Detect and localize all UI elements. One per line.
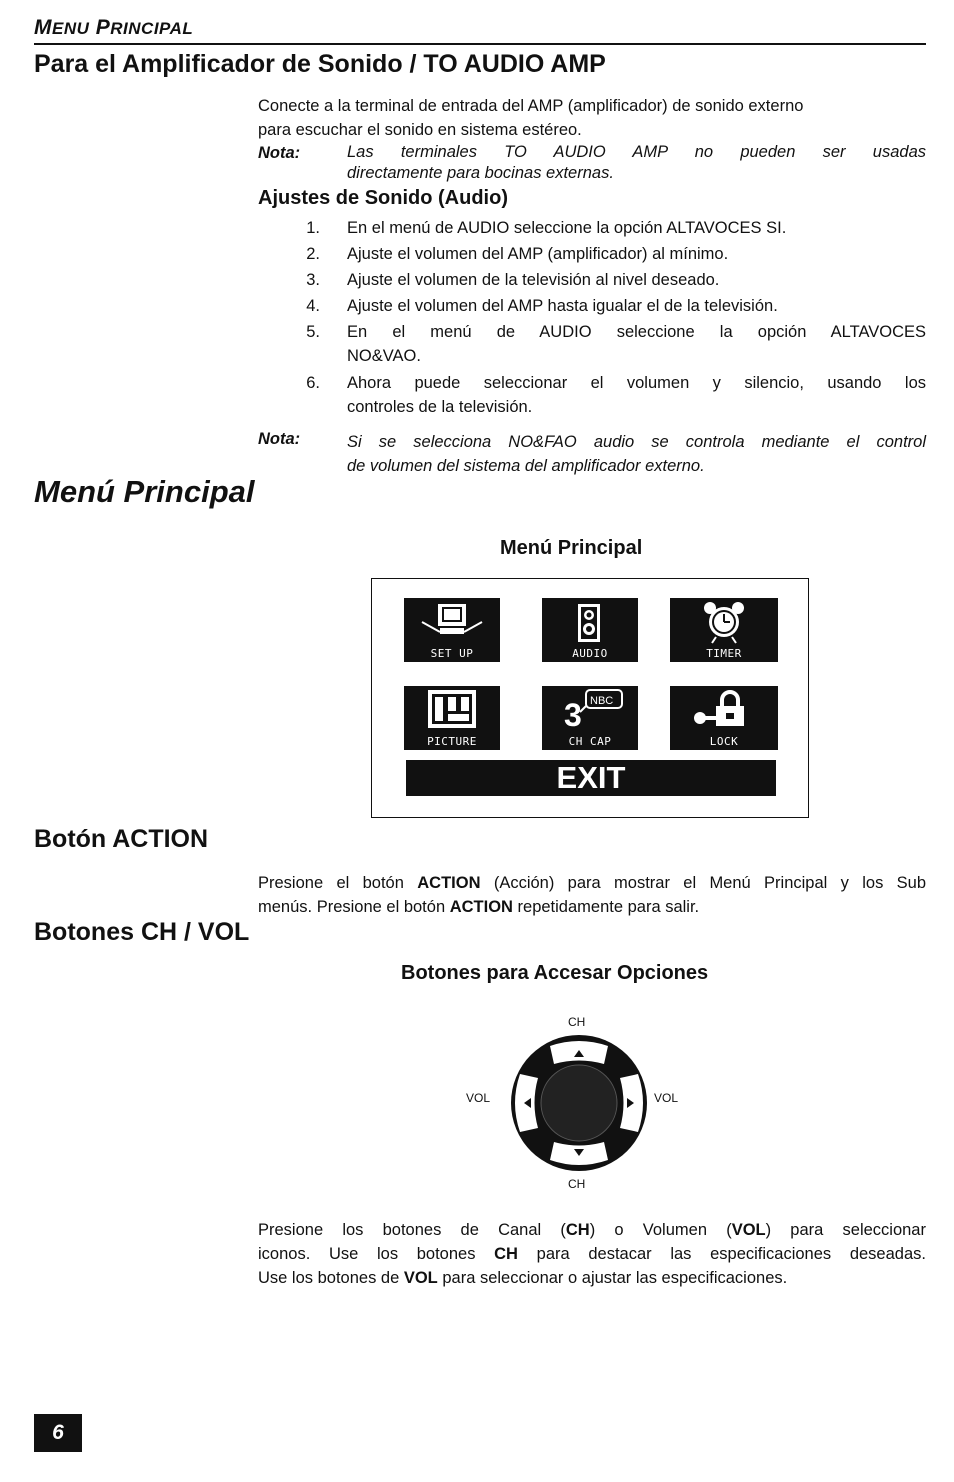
action-line-1-c: (Acción) para mostrar el Menú Principal y los Sub (480, 874, 927, 892)
ch-vol-line-1-c: ) o Volumen ( (589, 1221, 732, 1239)
lock-key-icon (670, 686, 778, 736)
direction-pad (506, 1032, 652, 1174)
channel-caption-icon (542, 686, 638, 736)
svg-text:3: 3 (564, 697, 582, 733)
exit-button[interactable]: EXIT (406, 760, 776, 796)
ch-vol-line-3-b: VOL (403, 1269, 438, 1287)
amp-nota-line-1: Las terminales TO AUDIO AMP no pueden ser usadas (347, 143, 926, 161)
ch-vol-line-2-b: CH (494, 1245, 518, 1263)
audio-nota-label: Nota: (258, 430, 301, 448)
action-paragraph (258, 871, 926, 919)
main-menu-title: Menú Principal (34, 474, 255, 509)
amp-paragraph-line-1: Conecte a la terminal de entrada del AMP (amplificador) de sonido externo (258, 97, 804, 115)
ch-vol-caption: Botones para Accesar Opciones (401, 962, 709, 984)
ch-vol-line-3-c: para seleccionar o ajustar las especificaciones. (437, 1269, 788, 1287)
audio-tile[interactable] (542, 598, 638, 662)
amp-nota-label: Nota: (258, 144, 301, 162)
pad-label-top: CH (568, 1015, 586, 1029)
list-item-number: 4. (306, 297, 320, 315)
list-item-text-cont: NO&VAO. (347, 347, 421, 365)
ch-vol-paragraph (258, 1218, 926, 1290)
list-item (296, 268, 926, 292)
list-item-number: 3. (306, 271, 320, 289)
ch-vol-line-3 (258, 1266, 926, 1290)
list-item (296, 216, 926, 240)
lock-label: LOCK (709, 735, 739, 748)
list-item (296, 242, 926, 266)
alarm-clock-icon (670, 598, 778, 648)
list-item-number: 1. (306, 219, 320, 237)
picture-icon (404, 686, 500, 736)
amp-section-title: Para el Amplificador de Sonido / TO AUDIO AMP (34, 50, 606, 78)
running-header (34, 16, 193, 40)
picture-label: PICTURE (427, 735, 477, 748)
ch-cap-label: CH CAP (568, 735, 612, 748)
ch-vol-line-1-e: ) para seleccionar (765, 1221, 926, 1239)
amp-nota (347, 142, 926, 184)
action-line-2-c: repetidamente para salir. (512, 898, 700, 916)
audio-settings-title: Ajustes de Sonido (Audio) (258, 187, 508, 209)
ch-cap-tile[interactable] (542, 686, 638, 750)
list-item-text: En el menú de AUDIO seleccione la opción ALTAVOCES SI. (347, 219, 787, 237)
action-section-title: Botón ACTION (34, 825, 209, 853)
ch-vol-line-1-a: Presione los botones de Canal ( (258, 1221, 566, 1239)
action-line-1 (258, 871, 926, 895)
ch-vol-line-2-a: iconos. Use los botones (258, 1245, 495, 1263)
ch-vol-line-2 (258, 1242, 926, 1266)
timer-label: TIMER (706, 647, 742, 660)
svg-text:NBC: NBC (590, 695, 614, 707)
header-rule (34, 43, 926, 45)
tv-icon (404, 598, 500, 648)
list-item-number: 6. (306, 374, 320, 392)
list-item (296, 294, 926, 318)
ch-vol-line-1-b: CH (565, 1221, 590, 1239)
list-item-text: Ajuste el volumen del AMP (amplificador) al mínimo. (347, 245, 729, 263)
pad-label-bottom: CH (568, 1177, 586, 1191)
list-item-text: Ahora puede seleccionar el volumen y silencio, usando los (347, 374, 926, 392)
action-line-2-b: ACTION (449, 898, 513, 916)
ch-vol-line-1-d: VOL (731, 1221, 766, 1239)
header-initial-1: M (34, 16, 52, 39)
setup-tile[interactable] (404, 598, 500, 662)
picture-tile[interactable] (404, 686, 500, 750)
amp-nota-line-2: directamente para bocinas externas. (347, 164, 614, 182)
header-rest-1: ENU (52, 19, 90, 38)
list-item-text-cont: controles de la televisión. (347, 398, 533, 416)
list-item-number: 5. (306, 323, 320, 341)
speaker-icon (542, 598, 638, 648)
setup-label: SET UP (430, 647, 474, 660)
main-menu-caption: Menú Principal (500, 537, 643, 559)
action-line-1-b: ACTION (417, 874, 481, 892)
page-number: 6 (34, 1414, 82, 1452)
lock-tile[interactable] (670, 686, 778, 750)
list-item-text: Ajuste el volumen del AMP hasta igualar el de la televisión. (347, 297, 778, 315)
action-line-2 (258, 895, 926, 919)
audio-nota-line-1: Si se selecciona NO&FAO audio se controla mediante el control (347, 433, 926, 451)
ch-vol-line-3-a: Use los botones de (258, 1269, 404, 1287)
ch-vol-line-2-c: para destacar las especificaciones deseadas. (517, 1245, 926, 1263)
list-item-number: 2. (306, 245, 320, 263)
action-line-2-a: menús. Presione el botón (258, 898, 450, 916)
audio-nota-line-2: de volumen del sistema del amplificador externo. (347, 457, 705, 475)
header-initial-2: P (95, 16, 111, 39)
pad-label-left: VOL (466, 1091, 491, 1105)
header-rest-2: RINCIPAL (110, 19, 194, 38)
ch-vol-line-1 (258, 1218, 926, 1242)
amp-paragraph (258, 94, 926, 142)
list-item (296, 320, 926, 368)
audio-nota (347, 430, 926, 478)
action-line-1-a: Presione el botón (258, 874, 418, 892)
list-item-text: Ajuste el volumen de la televisión al nivel deseado. (347, 271, 720, 289)
amp-paragraph-line-2: para escuchar el sonido en sistema estéreo. (258, 121, 582, 139)
list-item-text: En el menú de AUDIO seleccione la opción ALTAVOCES (347, 323, 926, 341)
audio-label: AUDIO (572, 647, 608, 660)
pad-label-right: VOL (654, 1091, 679, 1105)
list-item (296, 371, 926, 419)
ch-vol-section-title: Botones CH / VOL (34, 918, 250, 946)
timer-tile[interactable] (670, 598, 778, 662)
